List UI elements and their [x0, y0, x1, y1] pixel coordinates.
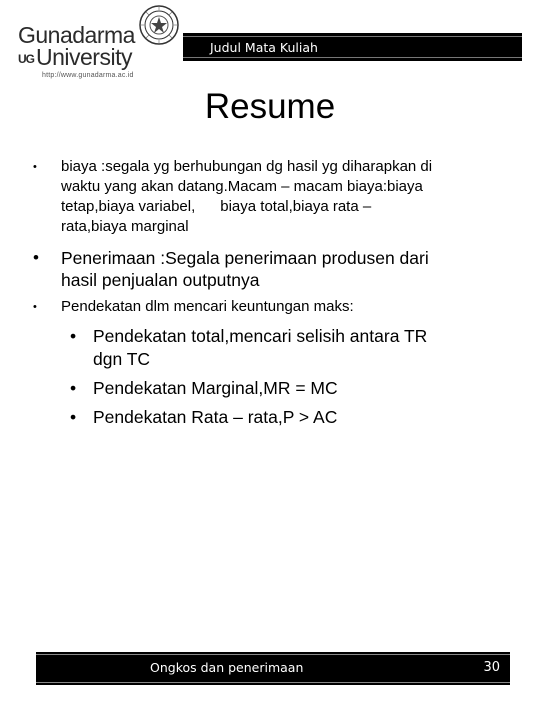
header-bar: [183, 33, 522, 61]
sub-bullet-text: [93, 377, 510, 400]
bullet-icon: •: [33, 248, 39, 267]
page-number: 30: [483, 660, 500, 675]
footer-bar: [36, 652, 510, 685]
bullet-icon: •: [70, 407, 77, 427]
bullet-item-penerimaan: [33, 247, 513, 291]
text-line: Pendekatan total,mencari selisih antara TR: [93, 326, 428, 346]
sub-bullet-total: [70, 325, 510, 371]
bullet-item-biaya: [33, 157, 513, 237]
bullet-icon: •: [33, 301, 37, 313]
bullet-item-pendekatan: [33, 297, 513, 317]
bullet-icon: •: [70, 378, 77, 398]
text-line: Penerimaan :Segala penerimaan produsen dari: [61, 248, 429, 268]
logo-text-gunadarma: Gunadarma: [18, 22, 135, 48]
text-line: hasil penjualan outputnya: [61, 270, 260, 290]
sub-bullet-text: [93, 325, 510, 371]
header-rule-bottom: [183, 57, 522, 58]
text-line: Pendekatan dlm mencari keuntungan maks:: [61, 298, 354, 315]
sub-bullet-text: [93, 406, 510, 429]
sub-bullet-rata-rata: [70, 406, 510, 429]
footer-title: Ongkos dan penerimaan: [150, 660, 304, 675]
slide-title: Resume: [204, 87, 336, 126]
text-line: waktu yang akan datang.Macam – macam biaya:biaya: [61, 178, 423, 195]
text-line: tetap,biaya variabel, biaya total,biaya rata –: [61, 198, 372, 215]
sub-bullet-marginal: [70, 377, 510, 400]
text-line: Pendekatan Rata – rata,P > AC: [93, 407, 338, 427]
logo-text-university: University: [36, 44, 132, 70]
logo-mark: UG: [18, 52, 34, 66]
bullet-text: [61, 247, 513, 291]
footer-rule-top: [36, 654, 510, 655]
course-title: Judul Mata Kuliah: [210, 40, 318, 55]
logo-url: http://www.gunadarma.ac.id: [42, 72, 134, 79]
bullet-text: [61, 157, 513, 237]
footer-rule-bottom: [36, 682, 510, 683]
text-line: rata,biaya marginal: [61, 218, 189, 235]
text-line: Pendekatan Marginal,MR = MC: [93, 378, 338, 398]
text-line: dgn TC: [93, 349, 151, 369]
bullet-text: [61, 297, 513, 317]
text-line: biaya :segala yg berhubungan dg hasil yg diharapkan di: [61, 158, 433, 175]
university-seal-icon: [138, 4, 180, 46]
bullet-icon: •: [70, 326, 77, 346]
bullet-icon: •: [33, 161, 37, 173]
header-rule-top: [183, 36, 522, 37]
